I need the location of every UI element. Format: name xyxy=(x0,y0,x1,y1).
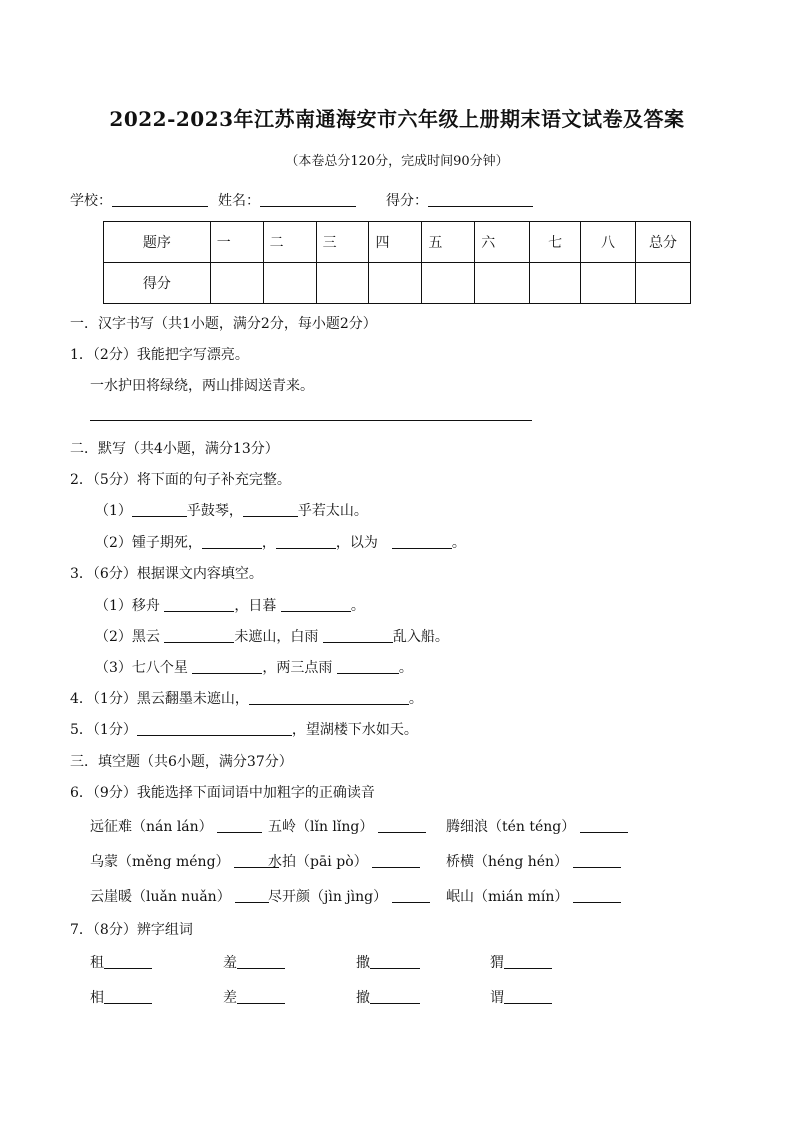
blank[interactable] xyxy=(235,889,269,903)
row-label-cell: 得分 xyxy=(104,263,211,304)
q7-char: 谓 xyxy=(490,990,504,1006)
q6-item-text: 五岭（lǐn lǐng） xyxy=(268,819,374,835)
blank[interactable] xyxy=(281,598,351,612)
blank[interactable] xyxy=(237,955,285,969)
score-cell[interactable] xyxy=(636,263,691,304)
blank[interactable] xyxy=(104,990,152,1004)
question-2-1-prefix: （1） xyxy=(95,503,132,519)
q7-item xyxy=(356,952,420,972)
q7-char: 租 xyxy=(90,955,104,971)
blank[interactable] xyxy=(217,819,262,833)
q6-item xyxy=(268,886,430,906)
score-cell[interactable] xyxy=(210,263,263,304)
question-5-text: ，望湖楼下水如天。 xyxy=(291,722,418,738)
question-2-1 xyxy=(95,500,368,520)
q6-item-text: 腾细浪（tén téng） xyxy=(446,819,576,835)
question-6: 6．（9分）我能选择下面词语中加粗字的正确读音 xyxy=(70,785,375,801)
section-2-heading: 二．默写（共4小题，满分13分） xyxy=(70,441,279,457)
blank[interactable] xyxy=(202,535,262,549)
name-label: 姓名： xyxy=(218,193,260,209)
score-table-header-row xyxy=(104,222,691,263)
q7-char: 猬 xyxy=(490,955,504,971)
q6-item xyxy=(268,816,426,836)
question-5 xyxy=(70,719,418,739)
question-1: 1．（2分）我能把字写漂亮。 xyxy=(70,347,249,363)
blank[interactable] xyxy=(372,854,420,868)
question-3-1-text: 。 xyxy=(350,598,365,614)
score-cell[interactable] xyxy=(475,263,530,304)
blank[interactable] xyxy=(137,722,292,736)
q7-char: 撤 xyxy=(356,990,370,1006)
q7-char: 相 xyxy=(90,990,104,1006)
question-2-1-text: 乎若太山。 xyxy=(297,503,368,519)
score-cell[interactable] xyxy=(581,263,636,304)
question-3-3-text: （3）七八个星 xyxy=(95,660,188,676)
blank[interactable] xyxy=(164,629,234,643)
question-1-text: 一水护田将绿绕，两山排闼送青来。 xyxy=(90,378,314,394)
score-cell[interactable] xyxy=(316,263,369,304)
question-3-3-text: ，两三点雨 xyxy=(262,660,333,676)
q7-char: 羞 xyxy=(223,955,237,971)
score-cell[interactable] xyxy=(530,263,581,304)
score-table-score-row xyxy=(104,263,691,304)
header-cell: 五 xyxy=(422,222,475,263)
q6-item-text: 水拍（pāi pò） xyxy=(268,854,368,870)
header-cell: 八 xyxy=(581,222,636,263)
blank[interactable] xyxy=(573,889,621,903)
blank[interactable] xyxy=(392,889,430,903)
question-2: 2．（5分）将下面的句子补充完整。 xyxy=(70,472,291,488)
q6-item-text: 乌蒙（měng méng） xyxy=(90,854,230,870)
question-3-2-text: 未遮山，白雨 xyxy=(234,629,319,645)
question-2-2 xyxy=(95,532,466,552)
question-3: 3．（6分）根据课文内容填空。 xyxy=(70,566,263,582)
blank[interactable] xyxy=(573,854,621,868)
blank[interactable] xyxy=(192,660,262,674)
question-2-2-text: 。 xyxy=(451,535,466,551)
question-3-1-text: （1）移舟 xyxy=(95,598,160,614)
q7-item xyxy=(490,987,552,1007)
question-3-2 xyxy=(95,626,449,646)
school-blank[interactable] xyxy=(112,192,208,207)
page-subtitle: （本卷总分120分，完成时间90分钟） xyxy=(285,154,509,169)
q7-item xyxy=(90,952,152,972)
section-1-heading: 一．汉字书写（共1小题，满分2分，每小题2分） xyxy=(70,316,377,332)
q6-item xyxy=(90,886,269,906)
question-4 xyxy=(70,688,423,708)
blank[interactable] xyxy=(504,955,552,969)
q6-item xyxy=(446,886,621,906)
school-label: 学校： xyxy=(70,193,112,209)
question-3-1-text: ，日暮 xyxy=(234,598,277,614)
score-label: 得分： xyxy=(386,193,428,209)
question-3-2-text: 乱入船。 xyxy=(392,629,449,645)
score-cell[interactable] xyxy=(369,263,422,304)
header-cell: 总分 xyxy=(636,222,691,263)
page-title: 2022-2023年江苏南通海安市六年级上册期末语文试卷及答案 xyxy=(109,107,685,131)
q7-item xyxy=(223,952,285,972)
name-blank[interactable] xyxy=(260,192,356,207)
header-cell: 三 xyxy=(316,222,369,263)
blank[interactable] xyxy=(132,503,187,517)
q6-item xyxy=(268,851,420,871)
blank[interactable] xyxy=(276,535,336,549)
q7-char: 撒 xyxy=(356,955,370,971)
q7-item xyxy=(223,987,285,1007)
question-1-answer-line[interactable] xyxy=(90,420,532,421)
header-cell: 七 xyxy=(530,222,581,263)
header-cell: 题序 xyxy=(104,222,211,263)
blank[interactable] xyxy=(104,955,152,969)
blank[interactable] xyxy=(237,990,285,1004)
question-7: 7．（8分）辨字组词 xyxy=(70,922,193,938)
q7-item xyxy=(490,952,552,972)
q6-item-text: 尽开颜（jìn jìng） xyxy=(268,889,388,905)
header-cell: 六 xyxy=(475,222,530,263)
question-2-2-prefix: （2）锺子期死， xyxy=(95,535,202,551)
blank[interactable] xyxy=(164,598,234,612)
blank[interactable] xyxy=(323,629,393,643)
q7-item xyxy=(90,987,152,1007)
question-2-2-text: ，以为 xyxy=(335,535,378,551)
score-cell[interactable] xyxy=(263,263,316,304)
score-table xyxy=(103,221,691,304)
question-3-1 xyxy=(95,595,365,615)
q6-item-text: 岷山（mián mín） xyxy=(446,889,569,905)
q6-item-text: 桥横（héng hén） xyxy=(446,854,569,870)
blank[interactable] xyxy=(392,535,452,549)
section-3-heading: 三．填空题（共6小题，满分37分） xyxy=(70,754,293,770)
score-blank[interactable] xyxy=(428,192,533,207)
blank[interactable] xyxy=(243,503,298,517)
question-5-text: 5．（1分） xyxy=(70,722,137,738)
question-3-3 xyxy=(95,657,413,677)
student-info-line xyxy=(70,190,533,210)
blank[interactable] xyxy=(370,955,420,969)
blank[interactable] xyxy=(249,691,409,705)
q7-char: 差 xyxy=(223,990,237,1006)
score-cell[interactable] xyxy=(422,263,475,304)
q6-item-text: 远征难（nán lán） xyxy=(90,819,213,835)
question-4-text: 。 xyxy=(408,691,423,707)
q6-item xyxy=(446,816,628,836)
question-3-3-text: 。 xyxy=(398,660,413,676)
blank[interactable] xyxy=(378,819,426,833)
blank[interactable] xyxy=(580,819,628,833)
question-2-1-text: 乎鼓琴， xyxy=(186,503,243,519)
header-cell: 四 xyxy=(369,222,422,263)
q6-item-text: 云崖暖（luǎn nuǎn） xyxy=(90,889,231,905)
q6-item xyxy=(446,851,621,871)
q7-item xyxy=(356,987,420,1007)
q6-item xyxy=(90,816,262,836)
q6-item xyxy=(90,851,279,871)
blank[interactable] xyxy=(504,990,552,1004)
blank[interactable] xyxy=(370,990,420,1004)
question-3-2-text: （2）黑云 xyxy=(95,629,160,645)
header-cell: 一 xyxy=(210,222,263,263)
question-2-2-text: ， xyxy=(261,535,276,551)
header-cell: 二 xyxy=(263,222,316,263)
blank[interactable] xyxy=(337,660,399,674)
question-4-text: 4．（1分）黑云翻墨未遮山， xyxy=(70,691,249,707)
